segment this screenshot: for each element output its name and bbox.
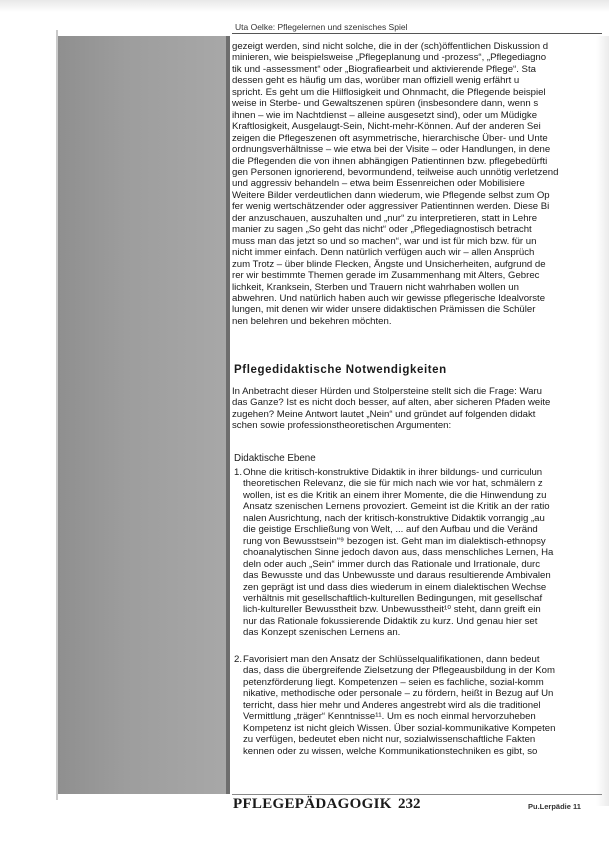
- text-line: schen sowie professionstheoretischen Argumenten:: [232, 420, 452, 432]
- text-line: theoretischen Relevanz, die sie für mich nach wie vor hat, schmälern z: [243, 478, 543, 490]
- text-line: das Bewusste und das Unbewusste und daraus resultierende Ambivalen: [243, 570, 551, 582]
- body-paragraph-2: [232, 386, 604, 432]
- list-item-2: [232, 654, 604, 757]
- text-line: rung von Bewusstsein“⁹ bezogen ist. Geht man im dialektisch-ethnopsy: [243, 535, 546, 547]
- text-line: rer wir bestimmte Themen gerade im Zusammenhang mit Alters, Gebrec: [232, 270, 540, 282]
- body-paragraph-1: [232, 41, 604, 327]
- subheading: Didaktische Ebene: [234, 453, 316, 464]
- text-line: und aggressiv behandeln – etwa beim Essenreichen oder Mobilisiere: [232, 178, 525, 190]
- grey-band-edge: [226, 36, 230, 794]
- footer-rule: [232, 794, 602, 795]
- text-line: weise in Sterbe- und Gewaltszenen spüren (insbesondere dann, wenn s: [232, 98, 539, 110]
- text-line: die geistige Erschließung von Welt, ... auf den Aufbau und die Veränd: [243, 524, 538, 536]
- text-line: In Anbetracht dieser Hürden und Stolpersteine stellt sich die Frage: Waru: [232, 386, 543, 397]
- text-line: petenzförderung liegt. Kompetenzen – seien es fachliche, sozial-komm: [243, 676, 544, 688]
- text-line: lich-kultureller Bewusstheit bzw. Unbewusstheit¹⁰ steht, dann greift ein: [243, 604, 541, 616]
- list-number: 2.: [234, 654, 243, 665]
- list-item-body: [243, 654, 604, 757]
- text-line: deln oder auch „Sein“ immer durch das Rationale und Irrationale, durc: [243, 558, 541, 570]
- text-line: fer wenig wertschätzender oder aggressiver Patientinnen werden. Diese Bi: [232, 201, 550, 213]
- text-line: zum Trotz – über blinde Flecken, Ängste und Unsicherheiten, aufgrund de: [232, 258, 546, 270]
- journal-title: PFLEGEPÄDAGOGIK: [233, 796, 392, 812]
- text-line: kennen oder zu wissen, welche Kommunikationstechniken es gibt, so: [243, 745, 538, 757]
- list-item-1: [232, 467, 604, 639]
- running-head: Uta Oelke: Pflegelernen und szenisches Spiel: [235, 22, 408, 32]
- text-line: nicht immer einfach. Denn natürlich verfügen auch wir – allen Ansprüch: [232, 247, 535, 259]
- text-line: spricht. Es geht um die Hilflosigkeit und Ohnmacht, die Pflegende beispiel: [232, 86, 546, 98]
- scan-edge: [0, 0, 609, 12]
- text-line: Weitere Bilder verdeutlichen dann wiederum, wie Pflegende selbst zum Op: [232, 189, 550, 201]
- text-line: minieren, wie beispielsweise „Pflegeplanung und -prozess“, „Pflegediagno: [232, 52, 547, 64]
- text-line: Kraftlosigkeit, Ausgelaugt-Sein, Nicht-mehr-Können. Auf der anderen Sei: [232, 121, 541, 133]
- text-line: verhältnis mit gesellschaftlich-kulturellen Bedingungen, mit gesellschaf: [243, 592, 543, 604]
- text-line: zen geprägt ist und dass dies wiederum in einem dialektischen Wechse: [243, 581, 547, 593]
- text-line: der anzuschauen, auszuhalten und „nur“ zu interpretieren, statt in Lehre: [232, 212, 538, 224]
- text-line: lichkeit, Kranksein, Sterben und Trauern nicht wahrhaben wollen un: [232, 281, 519, 293]
- list-item-body: [243, 467, 604, 639]
- text-line: Ohne die kritisch-konstruktive Didaktik in ihrer bildungs- und curriculun: [243, 467, 543, 478]
- text-line: ordnungsverhältnisse – wie etwa bei der Visite – oder Handlungen, in dene: [232, 144, 551, 156]
- text-line: zeigen die Pflegeszenen oft asymmetrische, hierarchische Über- und Unte: [232, 132, 548, 144]
- text-line: zu verfügen, bedeutet eben nicht nur, sozialwissenschaftliche Fakten: [243, 734, 536, 746]
- footer-right-text: Pu.Lerpädie 11: [528, 802, 581, 811]
- text-line: nen belehren und bekehren möchten.: [232, 315, 392, 327]
- section-title: Pflegedidaktische Notwendigkeiten: [234, 364, 447, 376]
- text-line: nur das Rationale fokussierende Didaktik zu kurz. Und genau hier set: [243, 615, 538, 627]
- text-line: nalen Ausrichtung, nach der kritisch-konstruktive Didaktik vorrangig „au: [243, 512, 545, 524]
- text-line: dessen geht es häufig um das, worüber man offiziell wenig erfährt u: [232, 75, 520, 87]
- text-line: das Ganze? Ist es nicht doch besser, auf alten, aber sicheren Pfaden weite: [232, 397, 551, 409]
- text-line: nikative, methodische oder personale – zu fördern, heißt in Bezug auf Un: [243, 688, 554, 700]
- header-rule: [232, 33, 602, 34]
- text-line: choanalytischen Sinne jedoch davon aus, dass menschliches Lernen, Ha: [243, 547, 554, 559]
- text-line: das Konzept szenischen Lernens an.: [243, 627, 401, 639]
- text-line: Kompetenz ist nicht gleich Wissen. Über sozial-kommunikative Kompeten: [243, 722, 556, 734]
- text-line: Vermittlung „träger“ Kenntnisse¹¹. Um es noch einmal hervorzuheben: [243, 711, 536, 723]
- text-line: ihnen – wie im Nachtdienst – alleine ausgesetzt sind), oder um Müdigke: [232, 109, 538, 121]
- text-line: das, dass die übergreifende Zielsetzung der Pflegeausbildung in der Kom: [243, 665, 555, 677]
- grey-margin-band: [58, 36, 228, 794]
- list-number: 1.: [234, 467, 243, 478]
- text-line: tik und -assessment“ oder „Biografiearbeit und aktivierende Pflege“. Sta: [232, 63, 536, 75]
- text-line: gen Personen ignorierend, bevormundend, teilweise auch unnötig verletzend: [232, 166, 559, 178]
- issue-number: 232: [398, 796, 421, 812]
- text-line: wollen, ist es die Kritik an einem ihrer Momente, die die Hinwendung zu: [243, 489, 547, 501]
- text-line: manier zu sagen „So geht das nicht“ oder „Pflegediagnostisch betracht: [232, 224, 532, 236]
- text-line: muss man das jetzt so und so machen“, war und ist für mich bzw. für un: [232, 235, 537, 247]
- text-line: lungen, mit denen wir wider unsere didaktischen Prämissen die Schüler: [232, 304, 536, 316]
- text-line: abwehren. Und natürlich haben auch wir gewisse pflegerische Idealvorste: [232, 292, 546, 304]
- text-line: gezeigt werden, sind nicht solche, die in der (sch)öffentlichen Diskussion d: [232, 41, 549, 52]
- text-line: zugehen? Meine Antwort lautet „Nein“ und gründet auf folgenden didakt: [232, 408, 536, 420]
- text-line: Favorisiert man den Ansatz der Schlüsselqualifikationen, dann bedeut: [243, 654, 540, 665]
- text-line: die Pflegenden die von ihnen abhängigen Patientinnen bzw. pflegebedürfti: [232, 155, 548, 167]
- text-line: Ansatz szenischen Lernens provoziert. Gemeint ist die Kritik an der ratio: [243, 501, 550, 513]
- text-line: terricht, dass hier mehr und Anderes angestrebt wird als die traditionel: [243, 699, 541, 711]
